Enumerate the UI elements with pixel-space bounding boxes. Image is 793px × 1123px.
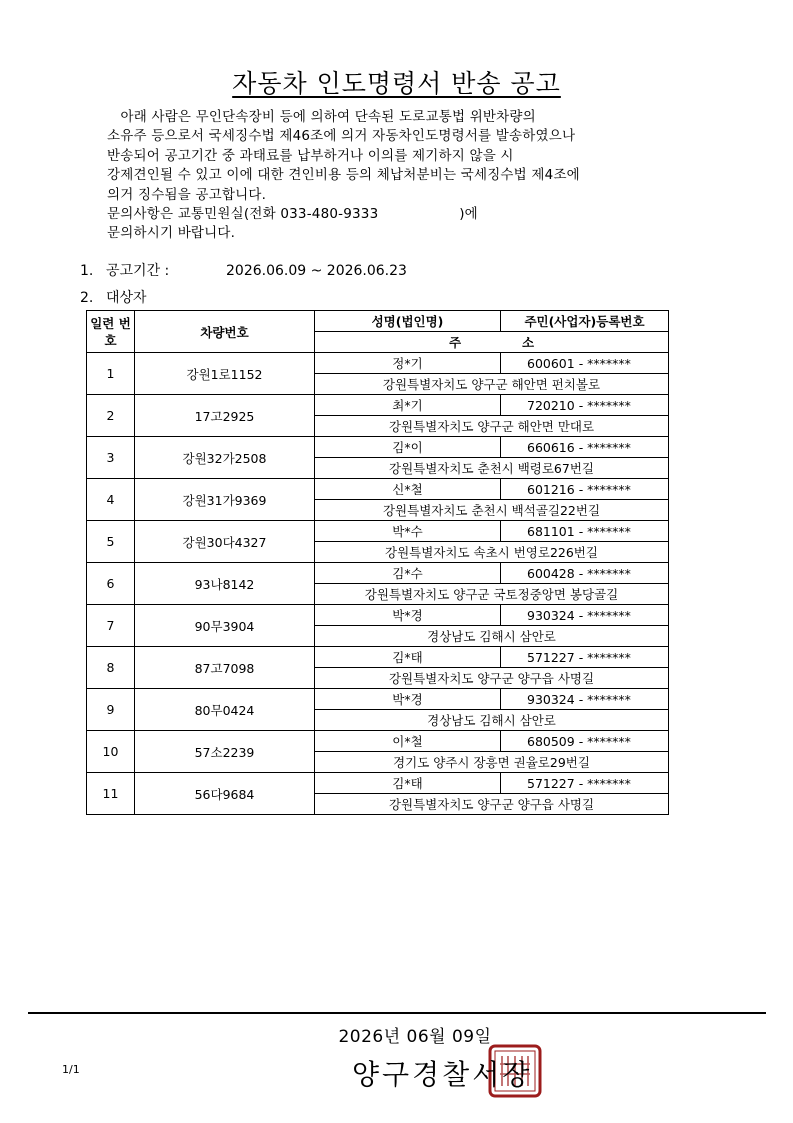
cell-serial: 8 <box>87 647 135 689</box>
period-value: 2026.06.09 ~ 2026.06.23 <box>226 263 407 279</box>
issuer-name: 양구경찰서장 <box>352 1058 533 1091</box>
section-number: 2. <box>80 290 94 306</box>
cell-serial: 11 <box>87 773 135 815</box>
cell-rrn: 600428 - ******* <box>501 563 669 584</box>
table-row <box>87 437 669 458</box>
table-row <box>87 605 669 626</box>
intro-line: 의거 징수됨을 공고합니다. <box>107 186 267 203</box>
cell-address: 경상남도 김해시 삼안로 <box>315 710 669 731</box>
cell-plate: 87고7098 <box>135 647 315 689</box>
cell-plate: 강원31가9369 <box>135 479 315 521</box>
table-row <box>87 773 669 794</box>
cell-serial: 7 <box>87 605 135 647</box>
cell-name: 신*철 <box>315 479 501 500</box>
header-rrn: 주민(사업자)등록번호 <box>501 311 669 332</box>
header-name: 성명(법인명) <box>315 311 501 332</box>
cell-address: 강원특별자치도 춘천시 백령로67번길 <box>315 458 669 479</box>
table-row <box>87 647 669 668</box>
cell-rrn: 600601 - ******* <box>501 353 669 374</box>
cell-serial: 1 <box>87 353 135 395</box>
cell-rrn: 930324 - ******* <box>501 689 669 710</box>
cell-address: 강원특별자치도 양구군 양구읍 사명길 <box>315 794 669 815</box>
notice-title-text: 자동차 인도명령서 반송 공고 <box>232 69 561 98</box>
cell-plate: 강원1로1152 <box>135 353 315 395</box>
cell-address: 경기도 양주시 장흥면 권율로29번길 <box>315 752 669 773</box>
cell-address: 강원특별자치도 양구군 국토정중앙면 봉당골길 <box>315 584 669 605</box>
cell-rrn: 571227 - ******* <box>501 773 669 794</box>
intro-line: 아래 사람은 무인단속장비 등에 의하여 단속된 도로교통법 위반차량의 <box>107 109 536 125</box>
targets-label: 대상자 <box>106 290 147 306</box>
cell-name: 김*태 <box>315 647 501 668</box>
cell-rrn: 680509 - ******* <box>501 731 669 752</box>
cell-address: 강원특별자치도 속초시 번영로226번길 <box>315 542 669 563</box>
cell-name: 정*기 <box>315 353 501 374</box>
cell-plate: 56다9684 <box>135 773 315 815</box>
cell-name: 박*수 <box>315 521 501 542</box>
cell-serial: 9 <box>87 689 135 731</box>
cell-serial: 5 <box>87 521 135 563</box>
table-row <box>87 563 669 584</box>
cell-serial: 3 <box>87 437 135 479</box>
intro-line: 문의사항은 교통민원실(전화 033-480-9333 )에 <box>107 206 478 223</box>
cell-plate: 강원30다4327 <box>135 521 315 563</box>
cell-serial: 2 <box>87 395 135 437</box>
cell-name: 최*기 <box>315 395 501 416</box>
table-row <box>87 521 669 542</box>
cell-plate: 90무3904 <box>135 605 315 647</box>
cell-rrn: 571227 - ******* <box>501 647 669 668</box>
page-number: 1/1 <box>62 1063 80 1076</box>
cell-name: 김*수 <box>315 563 501 584</box>
intro-line: 문의하시기 바랍니다. <box>107 225 236 242</box>
cell-serial: 4 <box>87 479 135 521</box>
footer-divider <box>28 1012 766 1014</box>
intro-line: 반송되어 공고기간 중 과태료를 납부하거나 이의를 제기하지 않을 시 <box>107 147 514 164</box>
cell-address: 강원특별자치도 양구군 해안면 펀치볼로 <box>315 374 669 395</box>
cell-serial: 6 <box>87 563 135 605</box>
cell-rrn: 720210 - ******* <box>501 395 669 416</box>
notice-date: 2026년 06월 09일 <box>338 1027 492 1047</box>
table-row <box>87 395 669 416</box>
section-number: 1. <box>80 263 94 279</box>
cell-address: 강원특별자치도 양구군 해안면 만대로 <box>315 416 669 437</box>
cell-plate: 57소2239 <box>135 731 315 773</box>
cell-name: 박*경 <box>315 605 501 626</box>
intro-line: 소유주 등으로서 국세징수법 제46조에 의거 자동차인도명령서를 발송하였으나 <box>107 128 576 145</box>
cell-name: 박*경 <box>315 689 501 710</box>
cell-plate: 17고2925 <box>135 395 315 437</box>
cell-rrn: 601216 - ******* <box>501 479 669 500</box>
cell-name: 이*철 <box>315 731 501 752</box>
header-address: 주 소 <box>315 332 669 353</box>
header-serial: 일련 번호 <box>87 311 135 353</box>
cell-address: 경상남도 김해시 삼안로 <box>315 626 669 647</box>
target-table <box>86 310 669 815</box>
cell-address: 강원특별자치도 양구군 양구읍 사명길 <box>315 668 669 689</box>
table-row <box>87 731 669 752</box>
cell-rrn: 660616 - ******* <box>501 437 669 458</box>
cell-address: 강원특별자치도 춘천시 백석골길22번길 <box>315 500 669 521</box>
cell-plate: 80무0424 <box>135 689 315 731</box>
table-row <box>87 479 669 500</box>
table-row <box>87 353 669 374</box>
notice-period <box>80 260 407 280</box>
cell-name: 김*이 <box>315 437 501 458</box>
cell-plate: 강원32가2508 <box>135 437 315 479</box>
header-plate: 차량번호 <box>135 311 315 353</box>
cell-rrn: 681101 - ******* <box>501 521 669 542</box>
cell-name: 김*태 <box>315 773 501 794</box>
cell-serial: 10 <box>87 731 135 773</box>
table-row <box>87 689 669 710</box>
notice-title <box>0 64 793 100</box>
cell-rrn: 930324 - ******* <box>501 605 669 626</box>
intro-paragraph <box>107 108 727 244</box>
cell-plate: 93나8142 <box>135 563 315 605</box>
targets-heading <box>80 287 147 307</box>
period-label: 공고기간 : <box>106 263 170 279</box>
intro-line: 강제견인될 수 있고 이에 대한 견인비용 등의 체납처분비는 국세징수법 제4조에 <box>107 167 580 184</box>
